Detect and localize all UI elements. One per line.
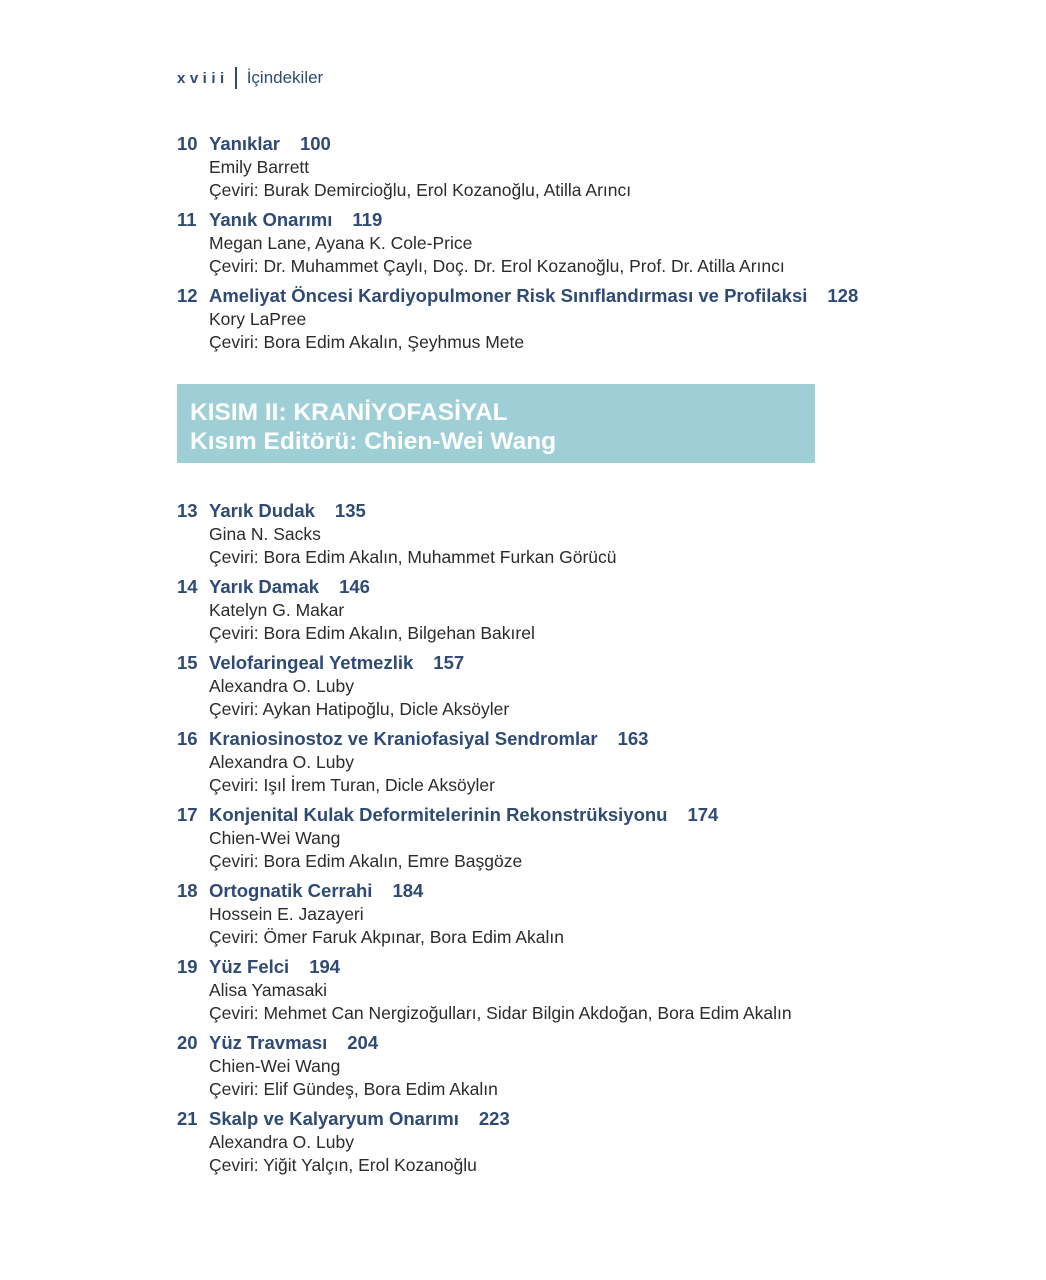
chapter-author: Kory LaPree (209, 309, 307, 329)
toc-entry[interactable] (177, 1107, 817, 1176)
toc-entry-heading (177, 1107, 817, 1131)
chapter-page-number[interactable]: 163 (617, 728, 649, 749)
chapter-number: 13 (177, 500, 198, 521)
chapter-page-number[interactable]: 119 (352, 209, 383, 230)
toc-entry-heading (177, 1031, 817, 1055)
chapter-title[interactable]: Ortognatik Cerrahi (209, 880, 373, 901)
chapter-author: Alexandra O. Luby (209, 752, 354, 772)
chapter-translators: Çeviri: Yiğit Yalçın, Erol Kozanoğlu (209, 1154, 477, 1175)
chapter-number: 16 (177, 728, 198, 749)
chapter-author: Alexandra O. Luby (209, 1132, 354, 1152)
chapter-number: 18 (177, 880, 198, 901)
chapter-translators: Çeviri: Burak Demircioğlu, Erol Kozanoğlu, Atilla Arıncı (209, 179, 632, 200)
chapter-author: Chien-Wei Wang (209, 828, 341, 848)
part-banner (177, 384, 815, 463)
chapter-page-number[interactable]: 184 (392, 880, 424, 901)
chapter-author: Megan Lane, Ayana K. Cole-Price (209, 233, 473, 253)
chapter-translators: Çeviri: Dr. Muhammet Çaylı, Doç. Dr. Erol Kozanoğlu, Prof. Dr. Atilla Arıncı (209, 255, 785, 276)
chapter-translators: Çeviri: Işıl İrem Turan, Dicle Aksöyler (209, 774, 495, 795)
running-head-section: İçindekiler (246, 68, 324, 87)
running-head-divider (235, 67, 237, 89)
toc-entry[interactable] (177, 208, 817, 277)
chapter-page-number[interactable]: 223 (478, 1108, 510, 1129)
toc-entry[interactable] (177, 575, 817, 644)
chapter-title[interactable]: Yanıklar (209, 133, 280, 154)
toc-entry[interactable] (177, 879, 817, 948)
chapter-page-number[interactable]: 204 (347, 1032, 379, 1053)
chapter-number: 14 (177, 576, 198, 597)
chapter-author: Hossein E. Jazayeri (209, 904, 364, 924)
toc-entry-heading (177, 208, 817, 232)
chapter-number: 19 (177, 956, 198, 977)
chapter-page-number[interactable]: 135 (334, 500, 366, 521)
chapter-title[interactable]: Yarık Damak (209, 576, 320, 597)
chapter-author: Katelyn G. Makar (209, 600, 345, 620)
chapter-number: 10 (177, 133, 198, 154)
toc-entry[interactable] (177, 803, 817, 872)
chapter-translators: Çeviri: Bora Edim Akalın, Muhammet Furkan Görücü (209, 546, 617, 567)
chapter-translators: Çeviri: Ömer Faruk Akpınar, Bora Edim Akalın (209, 926, 564, 947)
toc-entry[interactable] (177, 132, 817, 201)
toc-entry-heading (177, 803, 817, 827)
chapter-title[interactable]: Skalp ve Kalyaryum Onarımı (209, 1108, 459, 1129)
toc-entry[interactable] (177, 1031, 817, 1100)
toc-entry-heading (177, 575, 817, 599)
toc-entry-heading (177, 727, 817, 751)
chapter-title[interactable]: Ameliyat Öncesi Kardiyopulmoner Risk Sınıflandırması ve Profilaksi (209, 285, 808, 306)
chapter-translators: Çeviri: Bora Edim Akalın, Emre Başgöze (209, 850, 523, 871)
chapter-number: 20 (177, 1032, 198, 1053)
toc-entry[interactable] (177, 499, 817, 568)
chapter-number: 11 (177, 209, 197, 230)
toc-list-bottom (177, 499, 817, 1183)
toc-entry-heading (177, 499, 817, 523)
toc-list-top (177, 132, 859, 360)
chapter-page-number[interactable]: 100 (299, 133, 331, 154)
toc-entry-heading (177, 955, 817, 979)
chapter-author: Gina N. Sacks (209, 524, 321, 544)
chapter-author: Alisa Yamasaki (209, 980, 328, 1000)
toc-entry[interactable] (177, 284, 859, 353)
page-folio: xviii (177, 69, 229, 87)
chapter-title[interactable]: Yarık Dudak (209, 500, 315, 521)
toc-entry-heading (177, 879, 817, 903)
toc-entry-heading (177, 284, 859, 308)
toc-entry[interactable] (177, 727, 817, 796)
chapter-number: 15 (177, 652, 198, 673)
toc-entry-heading (177, 132, 817, 156)
chapter-page-number[interactable]: 157 (433, 652, 465, 673)
chapter-author: Chien-Wei Wang (209, 1056, 341, 1076)
chapter-author: Emily Barrett (209, 157, 310, 177)
chapter-title[interactable]: Velofaringeal Yetmezlik (209, 652, 414, 673)
chapter-page-number[interactable]: 146 (339, 576, 370, 597)
chapter-number: 17 (177, 804, 198, 825)
chapter-translators: Çeviri: Bora Edim Akalın, Şeyhmus Mete (209, 331, 525, 352)
chapter-translators: Çeviri: Elif Gündeş, Bora Edim Akalın (209, 1078, 498, 1099)
toc-entry[interactable] (177, 651, 817, 720)
chapter-translators: Çeviri: Mehmet Can Nergizoğulları, Sidar Bilgin Akdoğan, Bora Edim Akalın (209, 1002, 792, 1023)
toc-entry[interactable] (177, 955, 817, 1024)
chapter-number: 21 (177, 1108, 198, 1129)
part-title: KISIM II: KRANİYOFASİYAL (190, 399, 508, 426)
chapter-title[interactable]: Yüz Felci (209, 956, 290, 977)
chapter-translators: Çeviri: Bora Edim Akalın, Bilgehan Bakırel (209, 622, 535, 643)
chapter-number: 12 (177, 285, 198, 306)
chapter-title[interactable]: Yanık Onarımı (209, 209, 333, 230)
chapter-page-number[interactable]: 194 (309, 956, 341, 977)
chapter-author: Alexandra O. Luby (209, 676, 354, 696)
chapter-title[interactable]: Kraniosinostoz ve Kraniofasiyal Sendromlar (209, 728, 598, 749)
part-editor: Kısım Editörü: Chien-Wei Wang (190, 428, 557, 455)
chapter-page-number[interactable]: 128 (827, 285, 859, 306)
chapter-title[interactable]: Yüz Travması (209, 1032, 328, 1053)
running-head (177, 66, 323, 90)
chapter-title[interactable]: Konjenital Kulak Deformitelerinin Rekonstrüksiyonu (209, 804, 668, 825)
chapter-page-number[interactable]: 174 (687, 804, 719, 825)
chapter-translators: Çeviri: Aykan Hatipoğlu, Dicle Aksöyler (209, 698, 510, 719)
toc-entry-heading (177, 651, 817, 675)
